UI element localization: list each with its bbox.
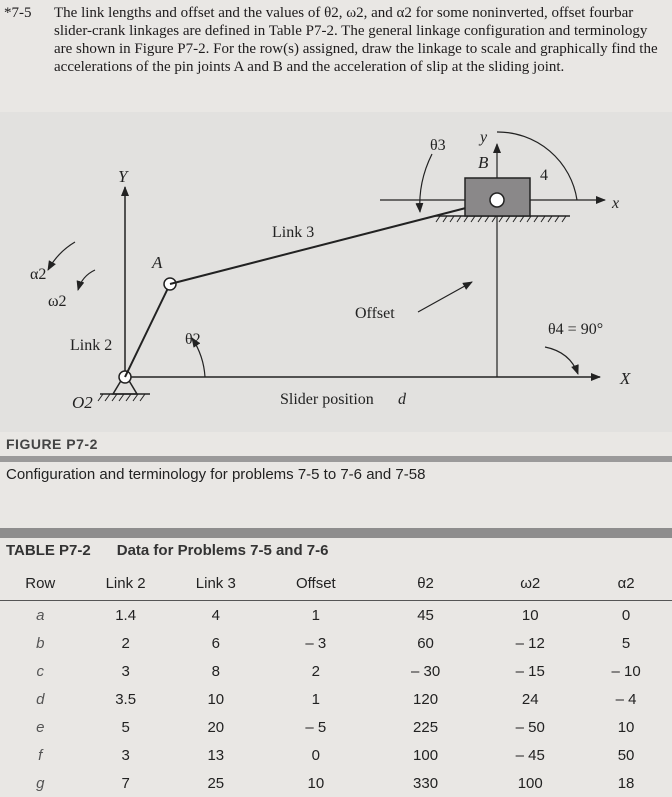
table-header-row (0, 566, 672, 601)
cell: 5 (621, 634, 631, 652)
cell: c (36, 662, 45, 680)
cell: – 12 (515, 634, 545, 652)
figure-label: FIGURE P7-2 (6, 436, 98, 452)
omega2-label: ω2 (48, 293, 67, 310)
pin-b (490, 193, 504, 207)
cell: e (36, 718, 45, 736)
cell: 5 (121, 718, 130, 736)
cell: 50 (617, 746, 635, 764)
cell: 4 (211, 606, 220, 624)
cell: 1 (311, 606, 321, 624)
cell: d (36, 690, 45, 708)
local-y-label: y (480, 129, 488, 146)
cell: b (36, 634, 45, 652)
slider-position-label: Slider position (280, 391, 374, 408)
figure-divider (0, 456, 672, 462)
cell: 13 (207, 746, 225, 764)
cell: 10 (521, 606, 539, 624)
cell: 120 (413, 690, 439, 708)
link-2-label: Link 2 (70, 337, 113, 354)
theta3-label: θ3 (430, 137, 446, 154)
col-header-row: Row (0, 566, 81, 601)
table-row (0, 657, 672, 685)
cell: 2 (121, 634, 130, 652)
cell: 45 (417, 606, 434, 624)
cell: 24 (521, 690, 539, 708)
cell: 25 (207, 774, 225, 792)
col-header-offset: Offset (261, 566, 371, 601)
cell: 8 (211, 662, 220, 680)
cell: 1 (311, 690, 321, 708)
cell: 20 (207, 718, 225, 736)
cell: – 5 (305, 718, 327, 736)
table-row (0, 629, 672, 657)
table-row (0, 713, 672, 741)
theta4-label: θ4 = 90° (548, 321, 604, 338)
cell: 10 (307, 774, 325, 792)
cell: 0 (621, 606, 631, 624)
cell: a (36, 606, 45, 624)
table-divider (0, 528, 672, 538)
alpha2-label: α2 (30, 266, 47, 283)
cell: 10 (617, 718, 635, 736)
cell: 3 (121, 746, 130, 764)
cell: 7 (121, 774, 130, 792)
cell: – 3 (305, 634, 327, 652)
pin-a-label: A (152, 253, 163, 272)
table-title: Data for Problems 7-5 and 7-6 (116, 542, 329, 559)
d-label: d (398, 391, 406, 408)
problem-statement (4, 4, 668, 76)
col-header-link2: Link 2 (81, 566, 171, 601)
cell: – 30 (410, 662, 441, 680)
table-row (0, 769, 672, 797)
problem-number: *7-5 (4, 5, 32, 21)
slider-number-label: 4 (540, 167, 548, 184)
cell: 2 (311, 662, 321, 680)
cell: 225 (413, 718, 439, 736)
cell: – 45 (515, 746, 545, 764)
cell: 18 (617, 774, 635, 792)
cell: g (36, 774, 45, 792)
figure-background (0, 112, 672, 432)
table-title-row (6, 542, 354, 559)
table-row (0, 741, 672, 769)
table-row (0, 685, 672, 713)
linkage-figure (0, 112, 672, 442)
col-header-theta2: θ2 (371, 566, 481, 601)
col-header-omega2: ω2 (480, 566, 580, 601)
problem-text: The link lengths and offset and the values of θ2, ω2, and α2 for some noninverted, offset fourbar slider-crank linkages are defined in Table P7-2. The general linkage configuration and terminology are shown in Figure P7-2. For the row(s) assigned, draw the linkage to scale and graphically find the accelerations of the pin joints A and B and the acceleration of slip at the sliding joint. (54, 5, 658, 75)
col-header-link3: Link 3 (171, 566, 261, 601)
theta2-label: θ2 (185, 331, 201, 348)
col-header-alpha2: α2 (580, 566, 672, 601)
data-table (0, 566, 672, 797)
cell: – 50 (515, 718, 545, 736)
cell: 330 (413, 774, 439, 792)
cell: 0 (311, 746, 321, 764)
o2-label: O2 (72, 393, 93, 412)
figure-caption: Configuration and terminology for problems 7-5 to 7-6 and 7-58 (6, 466, 426, 483)
offset-label: Offset (355, 305, 395, 322)
cell: – 10 (611, 662, 641, 680)
cell: – 4 (615, 690, 637, 708)
cell: 60 (417, 634, 434, 652)
table-label: TABLE P7-2 (6, 542, 91, 559)
pin-b-label: B (478, 153, 489, 172)
cell: 3 (121, 662, 130, 680)
cell: 1.4 (115, 606, 137, 624)
cell: 100 (413, 746, 439, 764)
link-3-label: Link 3 (272, 224, 315, 241)
cell: 100 (517, 774, 543, 792)
table-row (0, 601, 672, 630)
cell: 6 (211, 634, 220, 652)
cell: 3.5 (115, 690, 137, 708)
cell: – 15 (515, 662, 545, 680)
cell: f (38, 746, 43, 764)
local-x-label: x (612, 195, 620, 212)
cell: 10 (207, 690, 225, 708)
y-axis-label: Y (118, 167, 128, 186)
x-axis-label: X (620, 369, 631, 388)
